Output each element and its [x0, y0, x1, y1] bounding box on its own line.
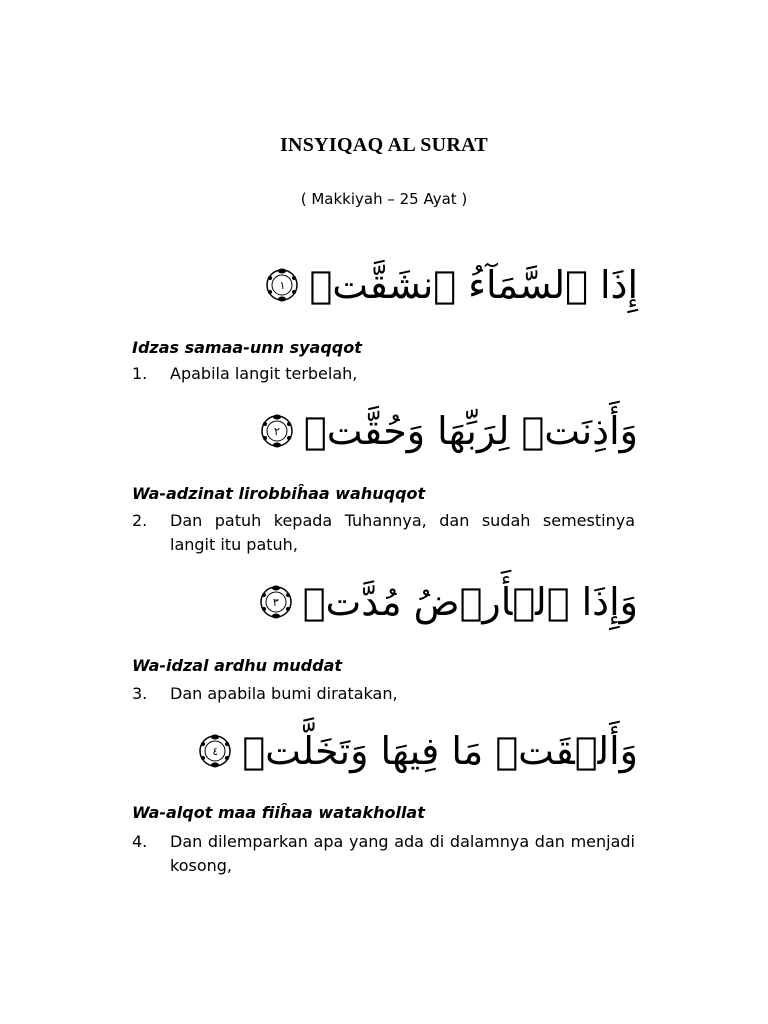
- arabic-text: وَأَلۡقَتۡ مَا فِيهَا وَتَخَلَّتۡ: [242, 729, 638, 773]
- arabic-text: وَإِذَا ٱلۡأَرۡضُ مُدَّتۡ: [302, 580, 638, 624]
- translation-2: [132, 509, 635, 557]
- translation-text: Dan apabila bumi diratakan,: [170, 684, 398, 703]
- arabic-verse-2: [260, 409, 638, 453]
- arabic-verse-3: [259, 580, 638, 624]
- arabic-text: إِذَا ٱلسَّمَآءُ ٱنشَقَّتۡ: [309, 263, 638, 307]
- surah-title: INSYIQAQ AL SURAT: [279, 134, 489, 156]
- arabic-text: وَأَذِنَتۡ لِرَبِّهَا وَحُقَّتۡ: [303, 409, 638, 453]
- translation-4: [132, 830, 635, 878]
- transliteration-1: Idzas samaa-unn syaqqot: [132, 338, 362, 357]
- verse-number: 1.: [132, 364, 148, 383]
- arabic-verse-4: [198, 729, 638, 773]
- translation-1: [132, 362, 635, 386]
- ayah-marker-icon: [260, 414, 294, 448]
- translation-text: Apabila langit terbelah,: [170, 364, 358, 383]
- ayah-marker-icon: [198, 734, 232, 768]
- ayah-number: ٣: [272, 595, 279, 609]
- arabic-verse-1: [265, 263, 638, 307]
- transliteration-3: Wa-idzal ardhu muddat: [132, 656, 343, 675]
- ayah-marker-icon: [259, 585, 293, 619]
- translation-text: Dan dilemparkan apa yang ada di dalamnya dan menjadi kosong,: [170, 832, 635, 875]
- verse-number: 4.: [132, 832, 148, 851]
- verse-number: 3.: [132, 684, 148, 703]
- ayah-marker-icon: [265, 268, 299, 302]
- ayah-number: ٢: [273, 424, 280, 438]
- transliteration-2: Wa-adzinat lirobbiĥaa wahuqqot: [132, 484, 426, 503]
- surah-subtitle: ( Makkiyah – 25 Ayat ): [300, 190, 468, 208]
- verse-number: 2.: [132, 511, 148, 530]
- ayah-number: ١: [279, 278, 286, 292]
- translation-3: [132, 682, 635, 706]
- translation-text: Dan patuh kepada Tuhannya, dan sudah semestinya langit itu patuh,: [170, 511, 635, 554]
- ayah-number: ٤: [212, 744, 219, 758]
- transliteration-4: Wa-alqot maa fiiĥaa watakhollat: [132, 803, 425, 822]
